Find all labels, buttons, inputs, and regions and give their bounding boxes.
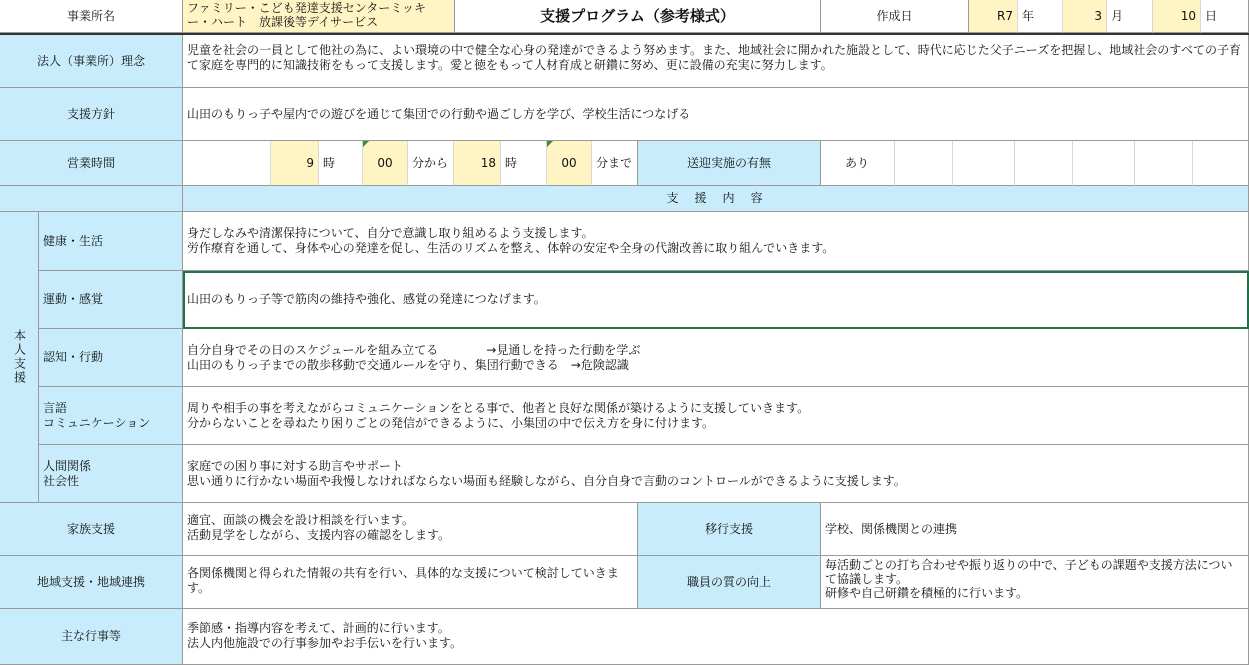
policy-text[interactable]: 山田のもりっ子や屋内での遊びを通じて集団での行動や過ごし方を学び、学校生活につなげる [183,88,1249,141]
day-unit[interactable]: 日 [1201,0,1249,33]
empty-cell[interactable] [1193,141,1249,186]
individual-support-label[interactable] [0,212,39,503]
social-relations-text[interactable]: 家庭での困り事に対する助言やサポート 思い通りに行かない場面や我慢しなければならない場面も経験しながら、自分自身で言動のコントロールができるように支援します。 [183,445,1249,503]
blank-header-cell[interactable] [0,186,183,212]
cognition-behavior-text[interactable]: 自分自身でその日のスケジュールを組み立てる →見通しを持った行動を学ぶ 山田のもりっ子までの散歩移動で交通ルールを守り、集団行動できる →危険認識 [183,329,1249,387]
year-value[interactable]: R7 [969,0,1018,33]
social-relations-label[interactable]: 人間関係 社会性 [39,445,183,503]
philosophy-label[interactable]: 法人（事業所）理念 [0,35,183,88]
cognition-behavior-label[interactable]: 認知・行動 [39,329,183,387]
community-support-label[interactable]: 地域支援・地域連携 [0,556,183,609]
philosophy-text[interactable]: 児童を社会の一員として他社の為に、よい環境の中で健全な心身の発達ができるよう努めます。また、地域社会に開かれた施設として、時代に応じた父子ニーズを把握し、地域社会のすべての子育て家庭を専門的に知識技術をもって支援します。愛と徳をもって人材育成と研鑽に努め、更に設備の充実に努力します。 [183,35,1249,88]
office-name[interactable]: ファミリー・こども発達支援センターミッキー・ハート 放課後等デイサービス [183,0,455,33]
health-life-text[interactable]: 身だしなみや清潔保持について、自分で意識し取り組めるよう支援します。 労作療育を通して、身体や心の発達を促し、生活のリズムを整え、体幹の安定や全身の代謝改善に取り組んでいきます。 [183,212,1249,271]
motor-sensory-label[interactable]: 運動・感覚 [39,271,183,329]
hours-label[interactable]: 営業時間 [0,141,183,186]
motor-sensory-text[interactable]: 山田のもりっ子等で筋肉の維持や強化、感覚の発達につなげます。 [183,271,1249,329]
support-content-header[interactable]: 支 援 内 容 [183,186,1249,212]
day-value[interactable]: 10 [1153,0,1201,33]
hours-blank[interactable] [183,141,271,186]
empty-cell[interactable] [953,141,1015,186]
year-unit[interactable]: 年 [1018,0,1063,33]
transition-support-label[interactable]: 移行支援 [638,503,821,556]
staff-quality-text[interactable]: 毎活動ごとの打ち合わせや振り返りの中で、子どもの課題や支援方法について協議します。 研修や自己研鑽を積極的に行います。 [821,556,1249,609]
office-label[interactable]: 事業所名 [0,0,183,33]
month-unit[interactable]: 月 [1107,0,1153,33]
end-hour-unit[interactable]: 時 [501,141,547,186]
policy-label[interactable]: 支援方針 [0,88,183,141]
from-label[interactable]: 分から [408,141,454,186]
individual-support-text: 本人支援 [12,329,27,385]
events-label[interactable]: 主な行事等 [0,609,183,665]
created-label[interactable]: 作成日 [821,0,969,33]
start-min[interactable]: 00 [363,141,408,186]
page-title[interactable]: 支援プログラム（参考様式） [455,0,821,33]
empty-cell[interactable] [1073,141,1135,186]
health-life-label[interactable]: 健康・生活 [39,212,183,271]
family-support-label[interactable]: 家族支援 [0,503,183,556]
staff-quality-label[interactable]: 職員の質の向上 [638,556,821,609]
month-value[interactable]: 3 [1063,0,1107,33]
end-hour[interactable]: 18 [454,141,501,186]
transport-value[interactable]: あり [821,141,895,186]
start-hour[interactable]: 9 [271,141,319,186]
empty-cell[interactable] [895,141,953,186]
empty-cell[interactable] [1135,141,1193,186]
transport-label[interactable]: 送迎実施の有無 [638,141,821,186]
family-support-text[interactable]: 適宜、面談の機会を設け相談を行います。 活動見学をしながら、支援内容の確認をします。 [183,503,638,556]
community-support-text[interactable]: 各関係機関と得られた情報の共有を行い、具体的な支援について検討していきます。 [183,556,638,609]
until-label[interactable]: 分まで [592,141,638,186]
end-min[interactable]: 00 [547,141,592,186]
empty-cell[interactable] [1015,141,1073,186]
transition-support-text[interactable]: 学校、関係機関との連携 [821,503,1249,556]
events-text[interactable]: 季節感・指導内容を考えて、計画的に行います。 法人内他施設での行事参加やお手伝いを行います。 [183,609,1249,665]
start-hour-unit[interactable]: 時 [319,141,363,186]
language-communication-label[interactable]: 言語 コミュニケーション [39,387,183,445]
language-communication-text[interactable]: 周りや相手の事を考えながらコミュニケーションをとる事で、他者と良好な関係が築けるように支援していきます。 分からないことを尋ねたり困りごとの発信ができるように、小集団の中で伝え方を身に付けます。 [183,387,1249,445]
